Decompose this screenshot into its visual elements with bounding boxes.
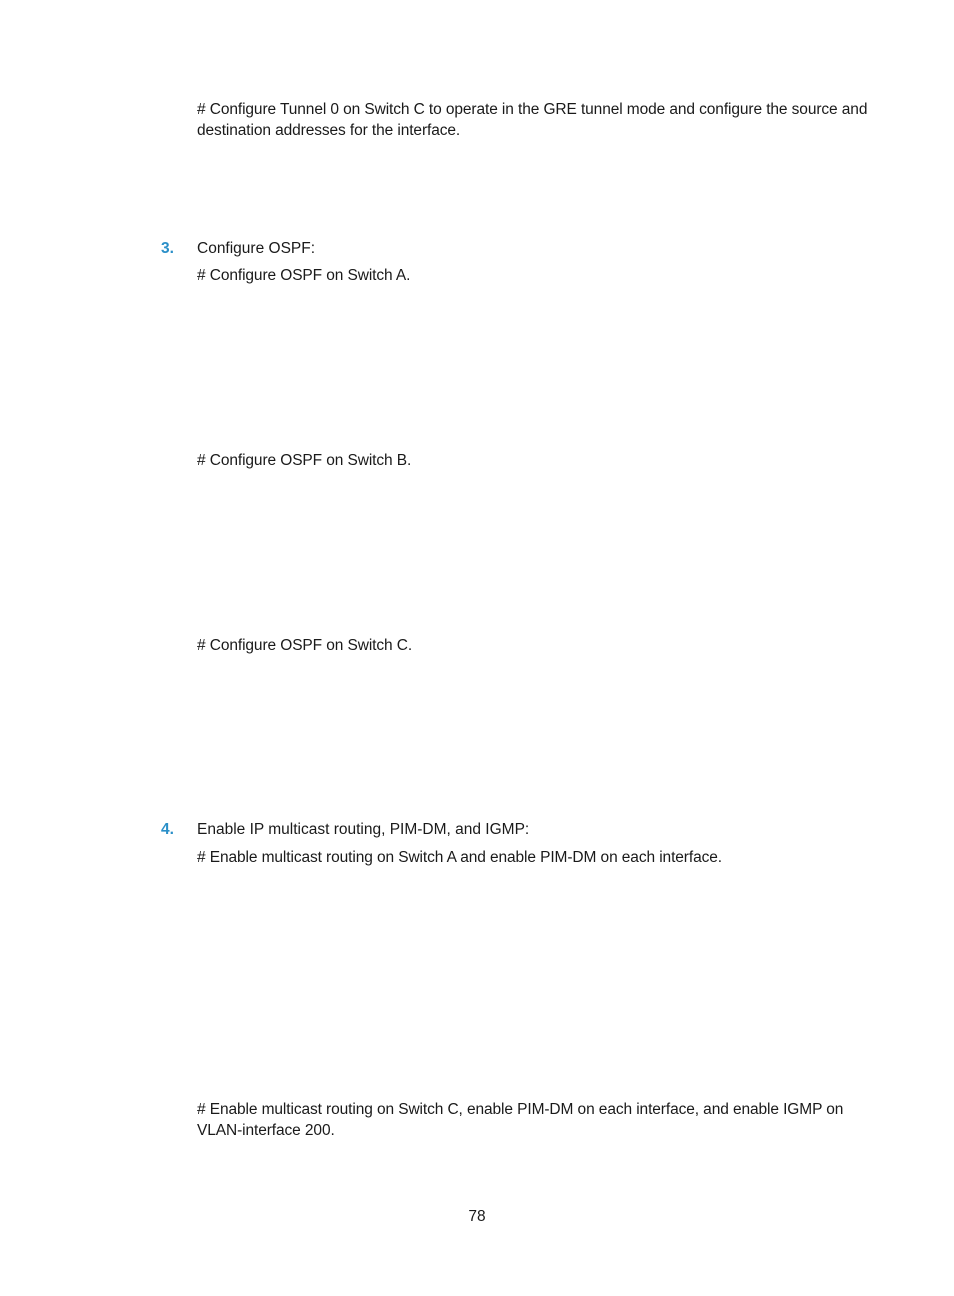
note-multicast-switch-a: # Enable multicast routing on Switch A and enable PIM-DM on each interface. bbox=[197, 849, 722, 866]
note-multicast-switch-c: # Enable multicast routing on Switch C, enable PIM-DM on each interface, and enable IGMP on VLAN-interface 200. bbox=[197, 1101, 844, 1139]
note-ospf-switch-a: # Configure OSPF on Switch A. bbox=[197, 267, 411, 284]
note-ospf-switch-b: # Configure OSPF on Switch B. bbox=[197, 452, 412, 469]
step-3-title: Configure OSPF: bbox=[197, 240, 316, 257]
intro-paragraph: # Configure Tunnel 0 on Switch C to operate in the GRE tunnel mode and configure the source and destination addresses for the interface. bbox=[197, 101, 868, 139]
step-4-number: 4. bbox=[161, 821, 174, 838]
page-number: 78 bbox=[468, 1208, 486, 1225]
note-ospf-switch-c: # Configure OSPF on Switch C. bbox=[197, 637, 413, 654]
step-3-number: 3. bbox=[161, 240, 174, 257]
step-4-title: Enable IP multicast routing, PIM-DM, and IGMP: bbox=[197, 821, 530, 838]
